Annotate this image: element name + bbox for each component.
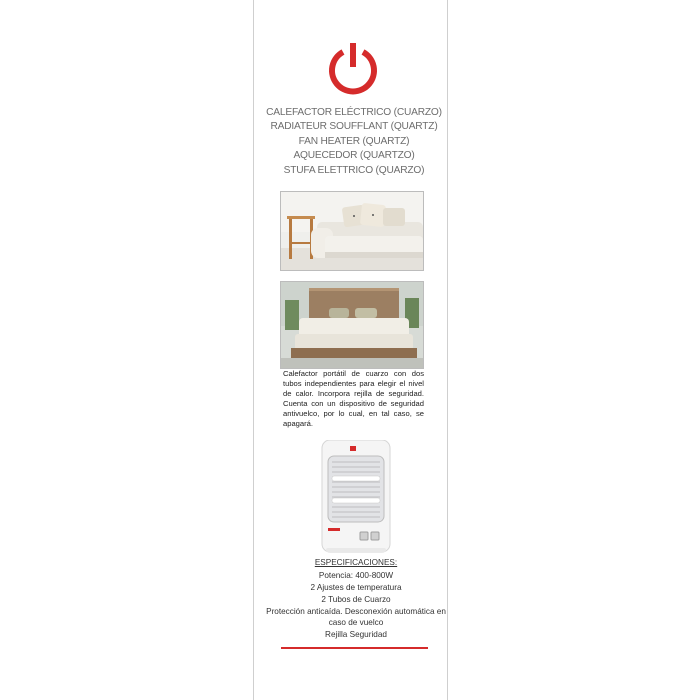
spec-line: 2 Ajustes de temperatura — [310, 583, 402, 592]
product-title-list — [254, 106, 454, 178]
specifications-block — [262, 557, 450, 641]
spec-line: Protección anticaída. Desconexión automática en caso de vuelco — [266, 607, 446, 627]
spec-line: Potencia: 400-800W — [318, 571, 394, 580]
product-column — [254, 0, 447, 700]
title-en: FAN HEATER (QUARTZ) — [298, 135, 410, 147]
title-es: CALEFACTOR ELÉCTRICO (CUARZO) — [266, 107, 442, 118]
bedroom-photo — [280, 281, 424, 369]
title-fr: RADIATEUR SOUFFLANT (QUARTZ) — [270, 121, 438, 133]
spec-line: 2 Tubos de Cuarzo — [321, 595, 391, 604]
accent-underline — [281, 647, 428, 649]
heater-product-image — [316, 440, 396, 554]
title-it: STUFA ELETTRICO (QUARZO) — [283, 164, 425, 176]
spec-line: Rejilla Seguridad — [325, 630, 387, 639]
specifications-title: ESPECIFICACIONES: — [314, 558, 398, 567]
power-icon — [325, 40, 381, 96]
product-description: Calefactor portátil de cuarzo con dos tubos independientes para elegir el nivel de calor. Incorpora rejilla de seguridad. Cuenta con un dispositivo de seguridad antivuelco, por lo cual, en tal caso, se apagará. — [283, 369, 424, 429]
sofa-photo — [280, 191, 424, 271]
title-pt: AQUECEDOR (QUARTZO) — [293, 150, 415, 162]
